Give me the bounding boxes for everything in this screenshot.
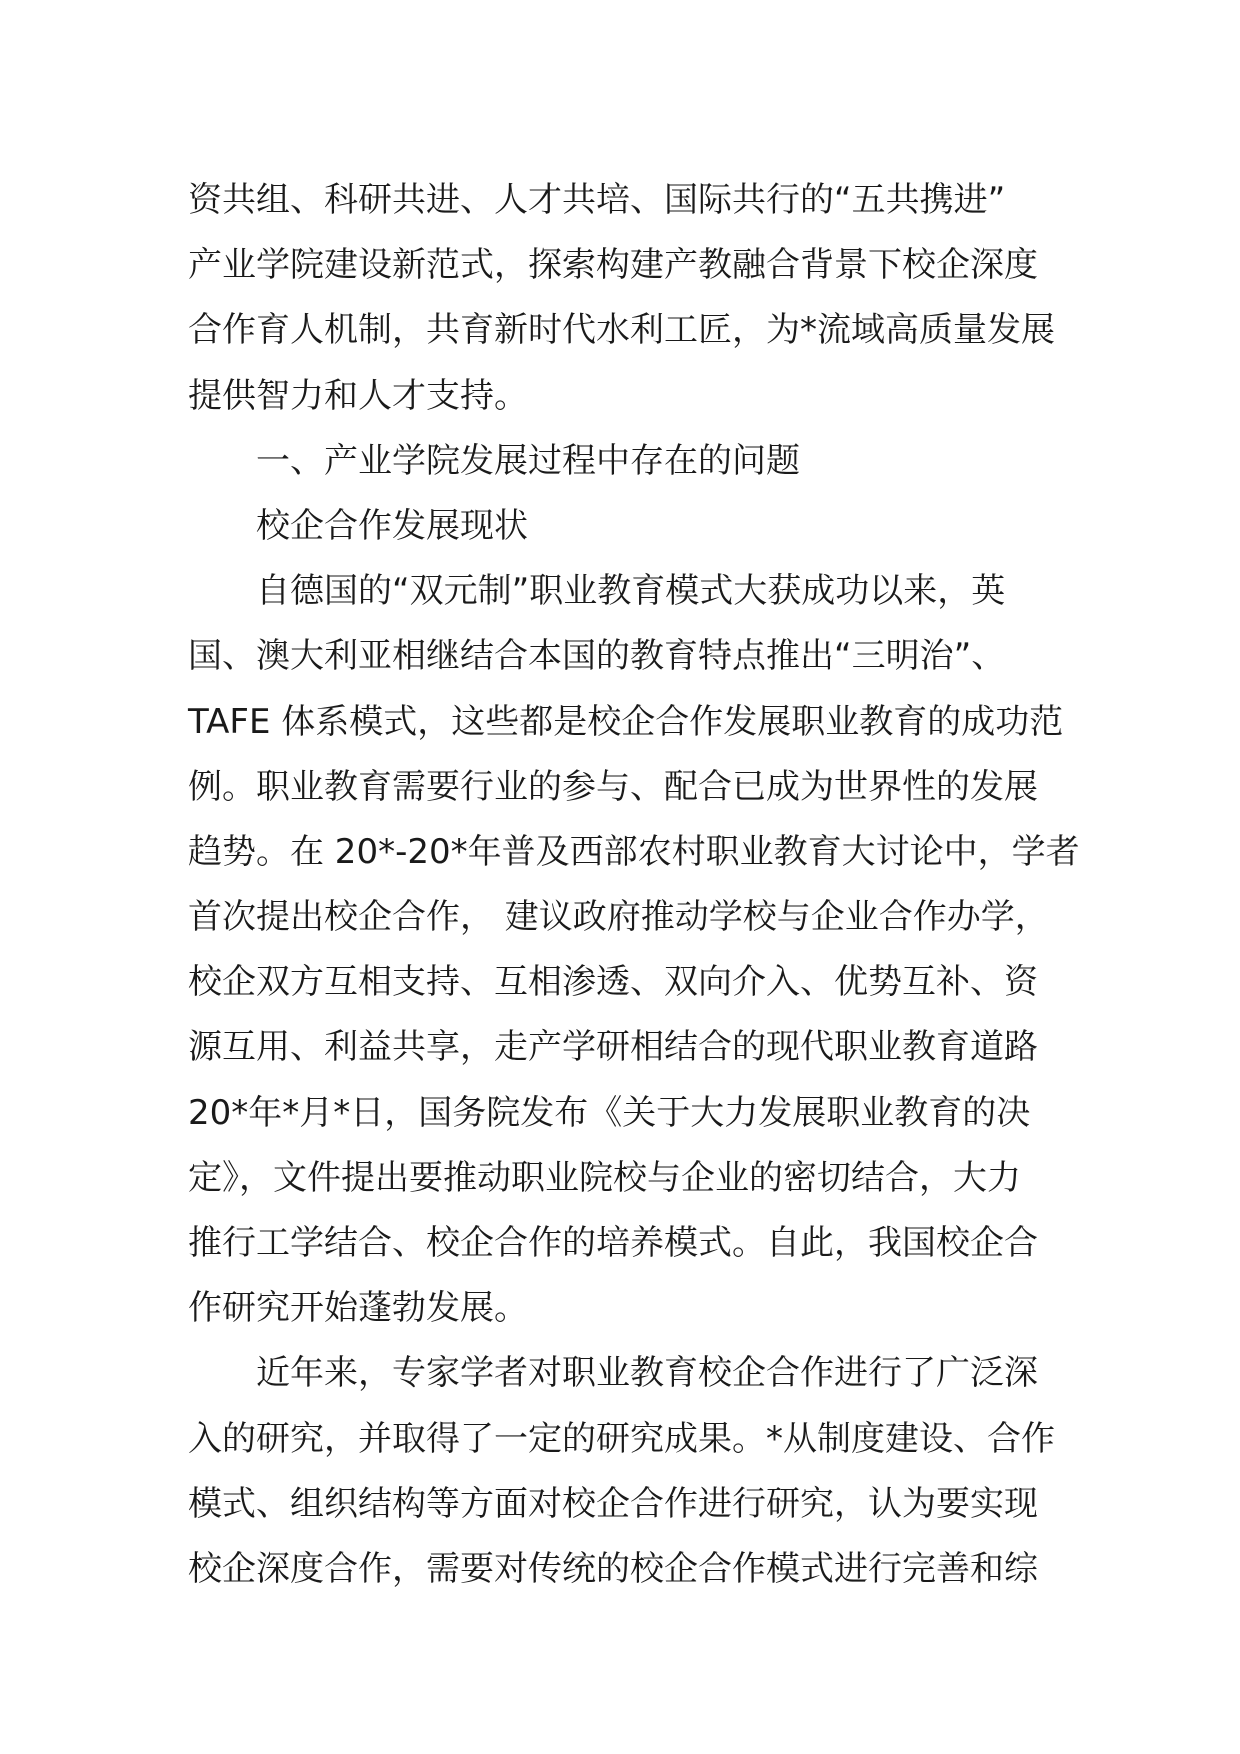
- text-line: 产业学院建设新范式，探索构建产教融合背景下校企深度: [188, 245, 1038, 286]
- text-line: 入的研究，并取得了一定的研究成果。*从制度建设、合作: [188, 1418, 1055, 1459]
- text-line: 作研究开始蓬勃发展。: [188, 1288, 528, 1329]
- text-line: 合作育人机制，共育新时代水利工匠，为*流域高质量发展: [188, 310, 1055, 351]
- text-line: 校企深度合作，需要对传统的校企合作模式进行完善和综: [188, 1548, 1038, 1589]
- text-line: 校企双方互相支持、互相渗透、双向介入、优势互补、资: [188, 962, 1038, 1003]
- paragraph-start: 近年来，专家学者对职业教育校企合作进行了广泛深: [256, 1353, 1038, 1394]
- text-line: 推行工学结合、校企合作的培养模式。自此，我国校企合: [188, 1223, 1038, 1263]
- text-line: 例。职业教育需要行业的参与、配合已成为世界性的发展: [188, 766, 1038, 807]
- document-body: [188, 168, 1080, 1602]
- text-line: 首次提出校企合作， 建议政府推动学校与企业合作办学，: [188, 897, 1049, 938]
- paragraph-start: 自德国的“双元制”职业教育模式大获成功以来，英: [256, 571, 1006, 612]
- text-line: 国、澳大利亚相继结合本国的教育特点推出“三明治”、: [188, 636, 1006, 677]
- text-line: 定》，文件提出要推动职业院校与企业的密切结合，大力: [188, 1157, 1021, 1198]
- section-heading: 一、产业学院发展过程中存在的问题: [256, 440, 800, 481]
- text-line: 模式、组织结构等方面对校企合作进行研究，认为要实现: [188, 1483, 1038, 1524]
- text-line: 趋势。在 20*-20*年普及西部农村职业教育大讨论中，学者: [188, 831, 1080, 872]
- text-line: 20*年*月*日，国务院发布《关于大力发展职业教育的决: [188, 1092, 1031, 1133]
- text-line: 提供智力和人才支持。: [188, 375, 528, 416]
- subsection-heading: 校企合作发展现状: [256, 505, 528, 546]
- text-line: 源互用、利益共享，走产学研相结合的现代职业教育道路: [188, 1027, 1038, 1068]
- text-line: TAFE 体系模式，这些都是校企合作发展职业教育的成功范: [188, 701, 1064, 742]
- text-line: 资共组、科研共进、人才共培、国际共行的“五共携进”: [188, 180, 1006, 220]
